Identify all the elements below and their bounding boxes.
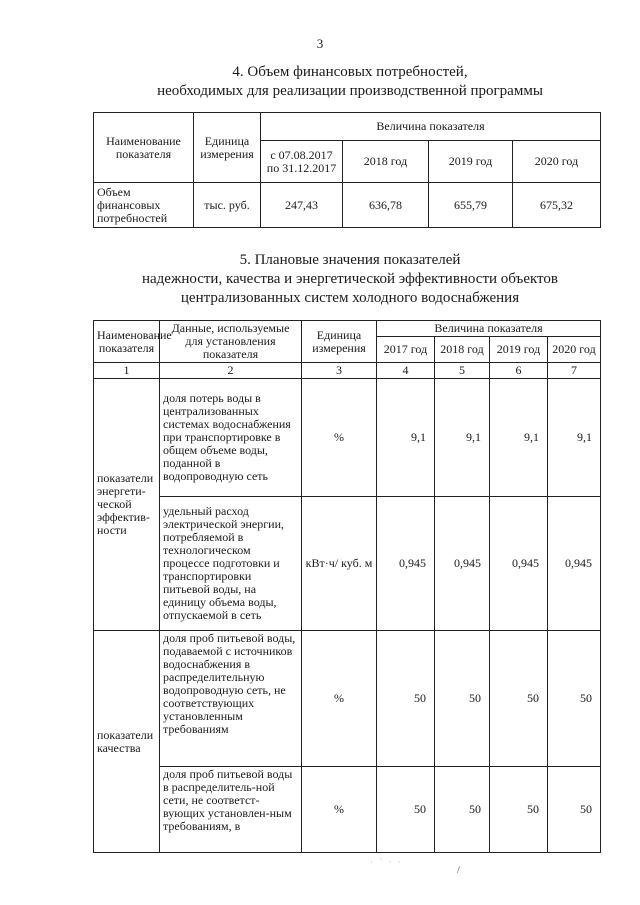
row-unit: тыс. руб.	[194, 183, 261, 228]
table-row	[94, 183, 601, 228]
col-header-period: 2020 год	[513, 141, 601, 183]
row-value: 655,79	[429, 183, 513, 228]
row-value: 50	[377, 631, 435, 767]
row-value: 0,945	[490, 497, 548, 631]
row-data-description: доля проб питьевой воды, подаваемой с источников водоснабжения в распределительную водопроводную сеть, не соответствующих установленным требованиям	[160, 631, 302, 767]
column-number: 5	[435, 363, 490, 379]
column-number: 1	[94, 363, 160, 379]
row-value: 0,945	[377, 497, 435, 631]
row-value: 50	[435, 767, 490, 853]
col-header-year: 2020 год	[548, 337, 601, 363]
table-row	[94, 767, 601, 853]
row-value: 9,1	[490, 379, 548, 497]
group-name: показатели энергети-ческой эффектив-ности	[94, 379, 160, 631]
col-header-name: Наименование показателя	[94, 321, 160, 363]
row-value: 9,1	[377, 379, 435, 497]
section5-heading-line3: централизованных систем холодного водоснабжения	[180, 290, 520, 306]
col-header-data: Данные, используемые для установления показателя	[160, 321, 302, 363]
row-name: Объем финансовых потребностей	[94, 183, 194, 228]
column-number: 2	[160, 363, 302, 379]
column-number: 4	[377, 363, 435, 379]
col-header-unit: Единица измерения	[302, 321, 377, 363]
financial-needs-table	[93, 112, 601, 228]
row-value: 50	[548, 767, 601, 853]
scan-noise-mark: · ˙ · ·	[370, 857, 403, 867]
section4-heading	[60, 63, 640, 101]
section4-heading-line1: 4. Объем финансовых потребностей,	[232, 64, 468, 80]
col-header-value-group: Величина показателя	[261, 113, 601, 141]
row-value: 636,78	[343, 183, 429, 228]
column-number-row	[94, 363, 601, 379]
col-header-period: с 07.08.2017 по 31.12.2017	[261, 141, 343, 183]
row-value: 9,1	[548, 379, 601, 497]
col-header-period: 2019 год	[429, 141, 513, 183]
indicators-table	[93, 320, 601, 853]
table-row	[94, 631, 601, 767]
section4-heading-line2: необходимых для реализации производственной программы	[157, 83, 543, 99]
row-value: 50	[435, 631, 490, 767]
column-number: 7	[548, 363, 601, 379]
row-value: 0,945	[548, 497, 601, 631]
row-value: 247,43	[261, 183, 343, 228]
col-header-year: 2018 год	[435, 337, 490, 363]
col-header-value-group: Величина показателя	[377, 321, 601, 337]
row-value: 50	[490, 767, 548, 853]
row-value: 9,1	[435, 379, 490, 497]
page-number: 3	[316, 36, 324, 51]
row-unit: %	[302, 379, 377, 497]
row-value: 0,945	[435, 497, 490, 631]
row-data-description: доля проб питьевой воды в распределитель-ной сети, не соответст-вующих установлен-ным требованиям, в	[160, 767, 302, 853]
column-number: 3	[302, 363, 377, 379]
row-value: 675,32	[513, 183, 601, 228]
table-row	[94, 379, 601, 497]
section5-heading	[60, 251, 640, 308]
row-data-description: удельный расход электрической энергии, потребляемой в технологическом процессе подготовки и транспортировки питьевой воды, на единицу объема воды, отпускаемой в сеть	[160, 497, 302, 631]
table-row	[94, 497, 601, 631]
row-value: 50	[377, 767, 435, 853]
scan-stroke-mark: /	[457, 864, 461, 876]
col-header-year: 2017 год	[377, 337, 435, 363]
row-unit: %	[302, 767, 377, 853]
row-unit: кВт·ч/ куб. м	[302, 497, 377, 631]
section5-heading-line1: 5. Плановые значения показателей	[239, 252, 461, 268]
col-header-period: 2018 год	[343, 141, 429, 183]
row-unit: %	[302, 631, 377, 767]
column-number: 6	[490, 363, 548, 379]
section5-heading-line2: надежности, качества и энергетической эффективности объектов	[141, 271, 558, 287]
row-value: 50	[548, 631, 601, 767]
col-header-name: Наименование показателя	[94, 113, 194, 183]
row-data-description: доля потерь воды в централизованных системах водоснабжения при транспортировке в общем объеме воды, поданной в водопроводную сеть	[160, 379, 302, 497]
col-header-year: 2019 год	[490, 337, 548, 363]
col-header-unit: Единица измерения	[194, 113, 261, 183]
row-value: 50	[490, 631, 548, 767]
group-name: показатели качества	[94, 631, 160, 853]
